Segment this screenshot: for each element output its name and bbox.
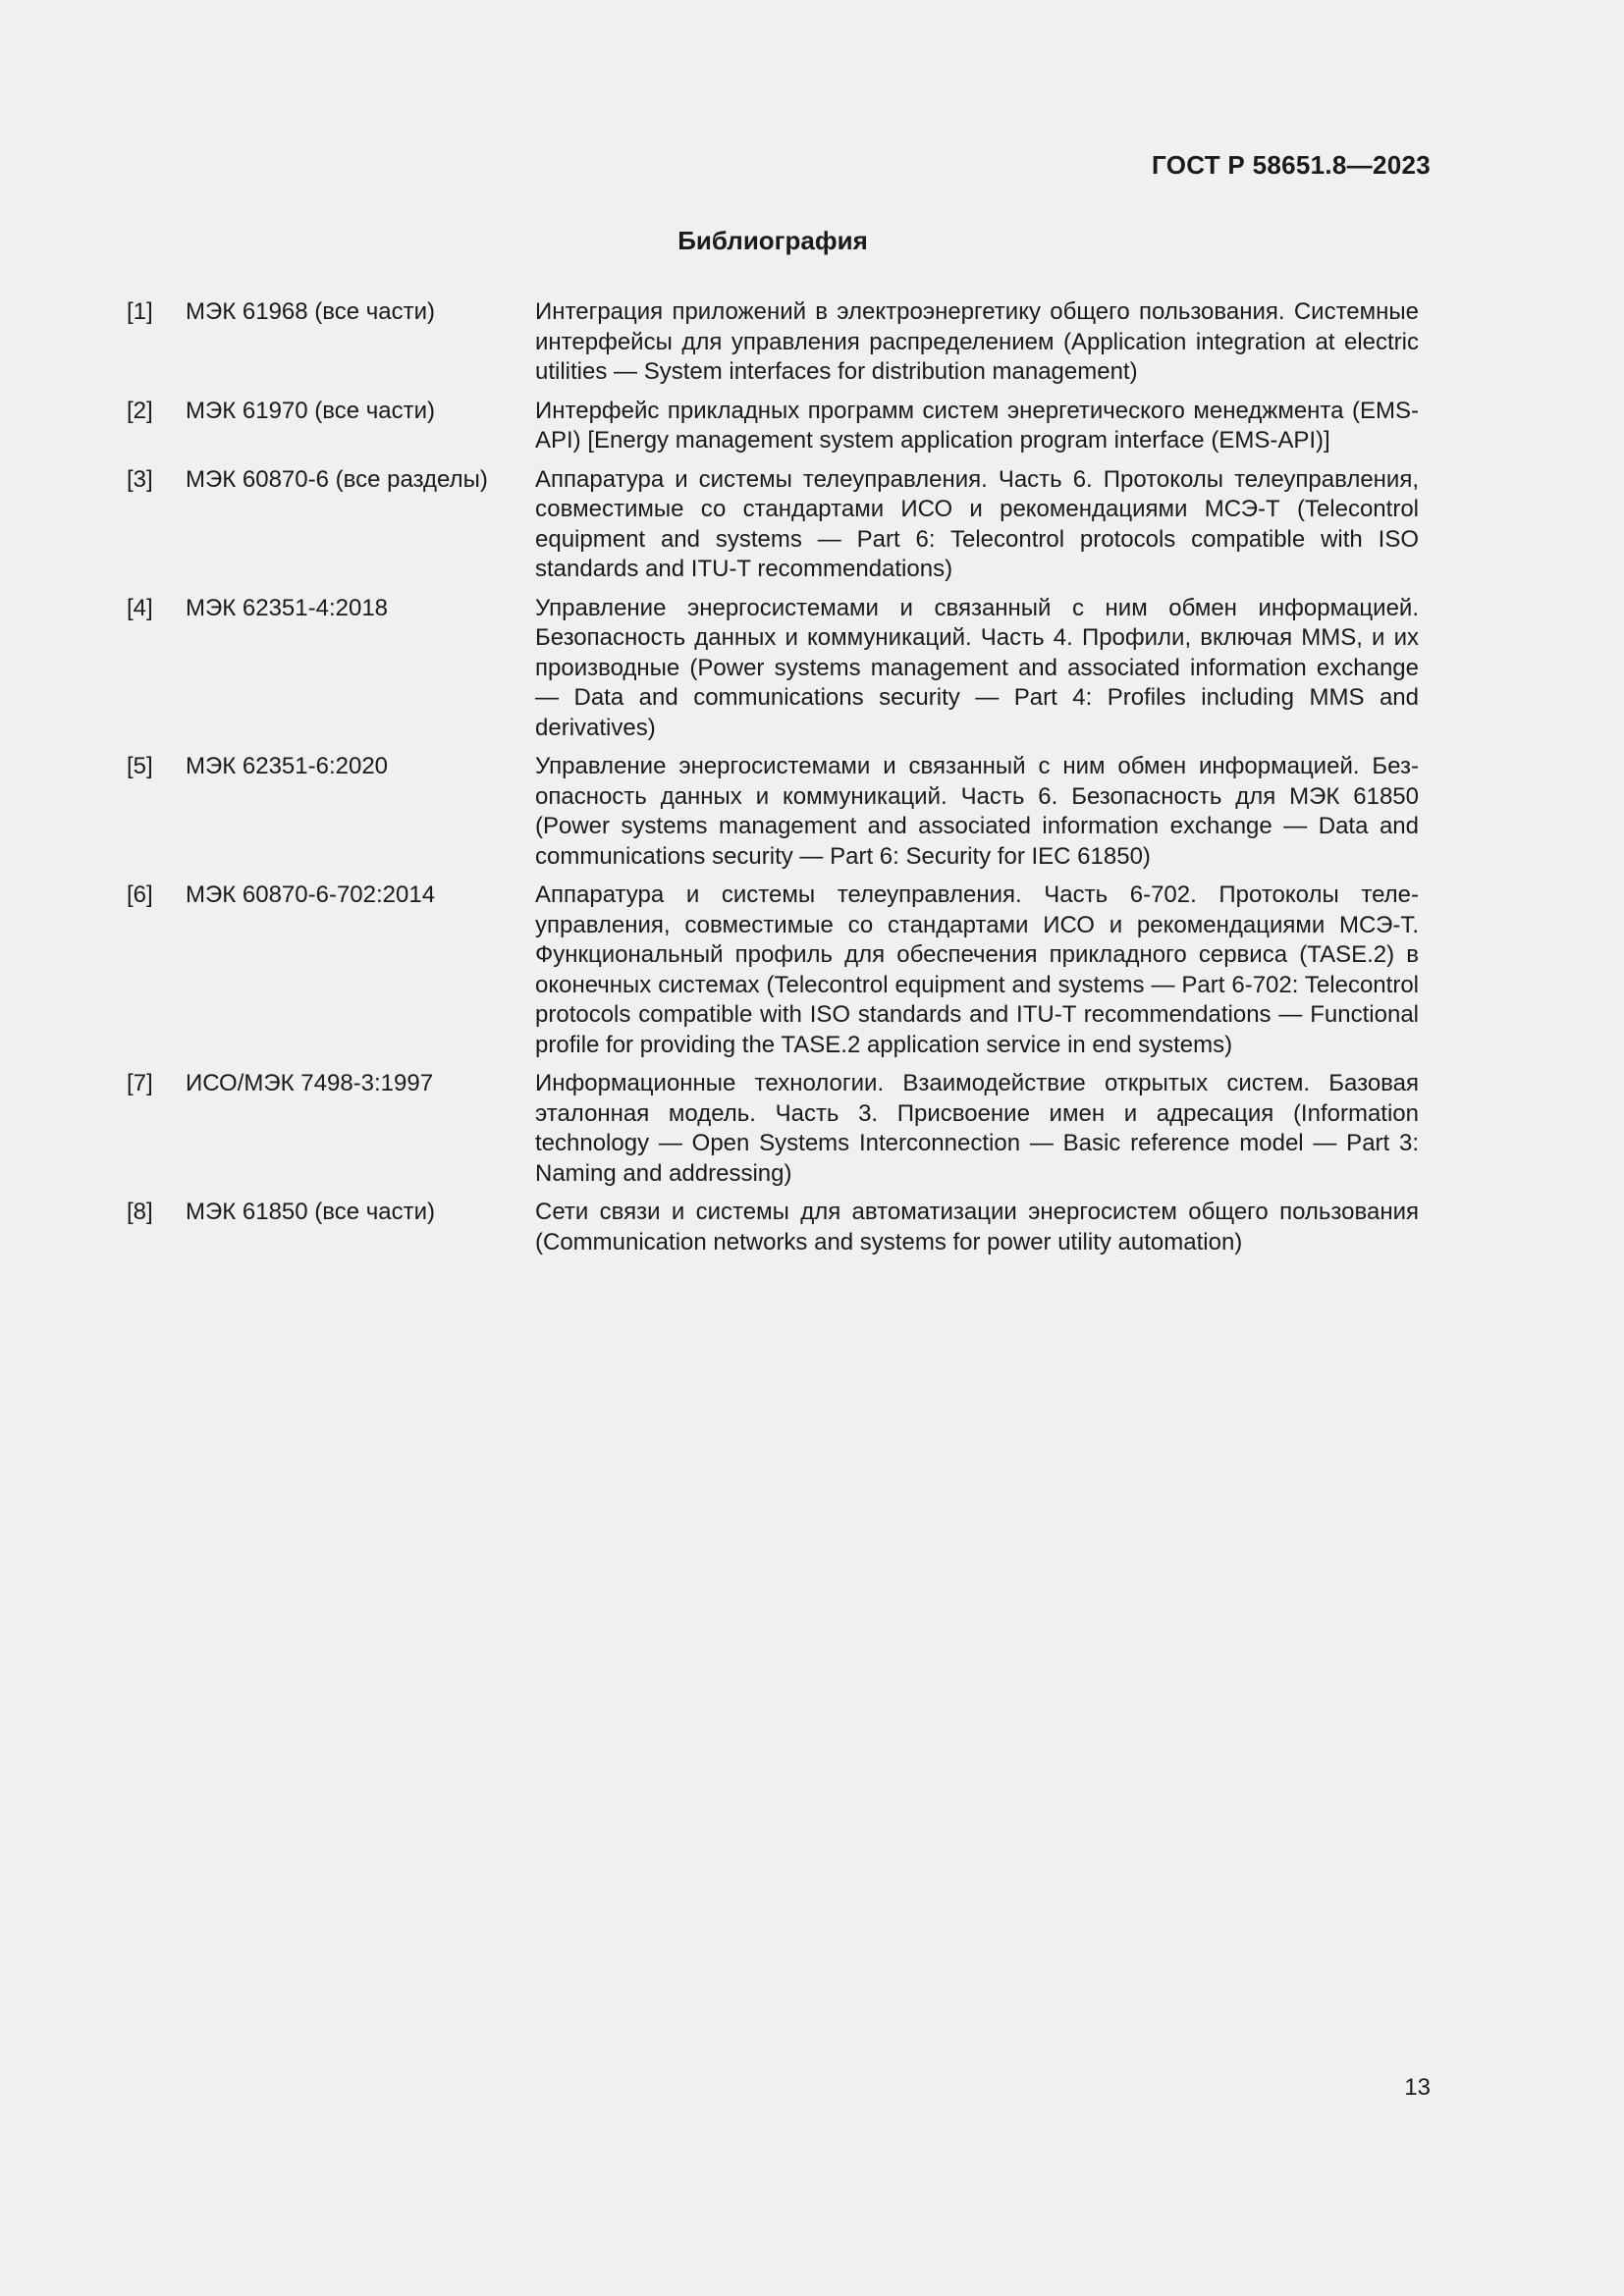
bibliography-entry: [127, 881, 1419, 1060]
entry-number: [4]: [127, 594, 153, 621]
entry-title: Аппаратура и системы телеуправления. Часть 6. Протоколы телеуправления, совместимые со стандартами ИСО и рекомендациями МСЭ-Т (Telecontrol equipment and systems — Part 6: Telecontrol protocols compatible with ISO standards and ITU-T recommendations): [535, 465, 1419, 582]
entry-number: [7]: [127, 1070, 153, 1096]
entry-number: [8]: [127, 1199, 153, 1225]
section-title: Библиография: [677, 226, 868, 255]
entry-reference: МЭК 60870-6-702:2014: [186, 881, 436, 908]
bibliography-entry: [127, 752, 1419, 872]
entry-title: Аппаратура и системы телеуправления. Часть 6-702. Протоколы телеуправления, совместимые со стандартами ИСО и рекомендациями МСЭ-Т. Функциональный профиль для обеспечения прикладного сервиса (TASE.2) в оконечных системах (Telecontrol equipment and systems — Part 6-702: Telecontrol protocols compatible with ISO standards and ITU-T recommendations — Functional profile for providing the TASE.2 application service in end systems): [535, 881, 1419, 1058]
bibliography-entry: [127, 297, 1419, 388]
bibliography-entry: [127, 1198, 1419, 1257]
entry-reference: МЭК 61968 (все части): [186, 298, 436, 325]
entry-title: Интерфейс прикладных программ систем энергетического менеджмента (EMS-API) [Energy management system application program interface (EMS-API)]: [535, 397, 1419, 454]
entry-number: [5]: [127, 753, 153, 779]
entry-reference: МЭК 62351-6:2020: [186, 753, 389, 779]
entry-reference: МЭК 61850 (все части): [186, 1199, 436, 1225]
entry-reference: МЭК 61970 (все части): [186, 397, 436, 424]
entry-number: [3]: [127, 465, 153, 493]
entry-title: Управление энергосистемами и связанный с ним обмен информацией. Безопасность данных и коммуникаций. Часть 6. Безопасность для МЭК 61850 (Power systems management and associated information exchange — Data and communications security — Part 6: Security for IEC 61850): [535, 753, 1419, 870]
bibliography-entry: [127, 1069, 1419, 1189]
entry-number: [6]: [127, 881, 153, 908]
entry-title: Управление энергосистемами и связанный с ним обмен информацией. Безопасность данных и коммуникаций. Часть 4. Профили, включая MMS, и их производные (Power systems management and associated information exchange — Data and communications security — Part 4: Profiles including MMS and derivatives): [535, 594, 1419, 741]
entry-reference: МЭК 62351-4:2018: [186, 594, 389, 621]
bibliography-entry: [127, 397, 1419, 456]
bibliography-list: [127, 297, 1419, 1266]
page-number: 13: [1404, 2074, 1431, 2101]
bibliography-entry: [127, 465, 1419, 585]
entry-title: Информационные технологии. Взаимодействие открытых систем. Базовая эталонная модель. Часть 3. Присвоение имен и адресация (Information technology — Open Systems Interconnection — Basic reference model — Part 3: Naming and addressing): [535, 1070, 1419, 1187]
entry-reference: МЭК 60870-6 (все разделы): [186, 465, 488, 493]
bibliography-entry: [127, 594, 1419, 744]
entry-title: Интеграция приложений в электроэнергетику общего пользования. Системные интерфейсы для управления распределением (Application integration at electric utilities — System interfaces for distribution management): [535, 298, 1419, 385]
entry-title: Сети связи и системы для автоматизации энергосистем общего пользования (Communication networks and systems for power utility automation): [535, 1199, 1419, 1255]
document-code: ГОСТ Р 58651.8—2023: [1152, 150, 1431, 180]
entry-number: [1]: [127, 298, 153, 325]
entry-reference: ИСО/МЭК 7498-3:1997: [186, 1070, 434, 1096]
entry-number: [2]: [127, 397, 153, 424]
